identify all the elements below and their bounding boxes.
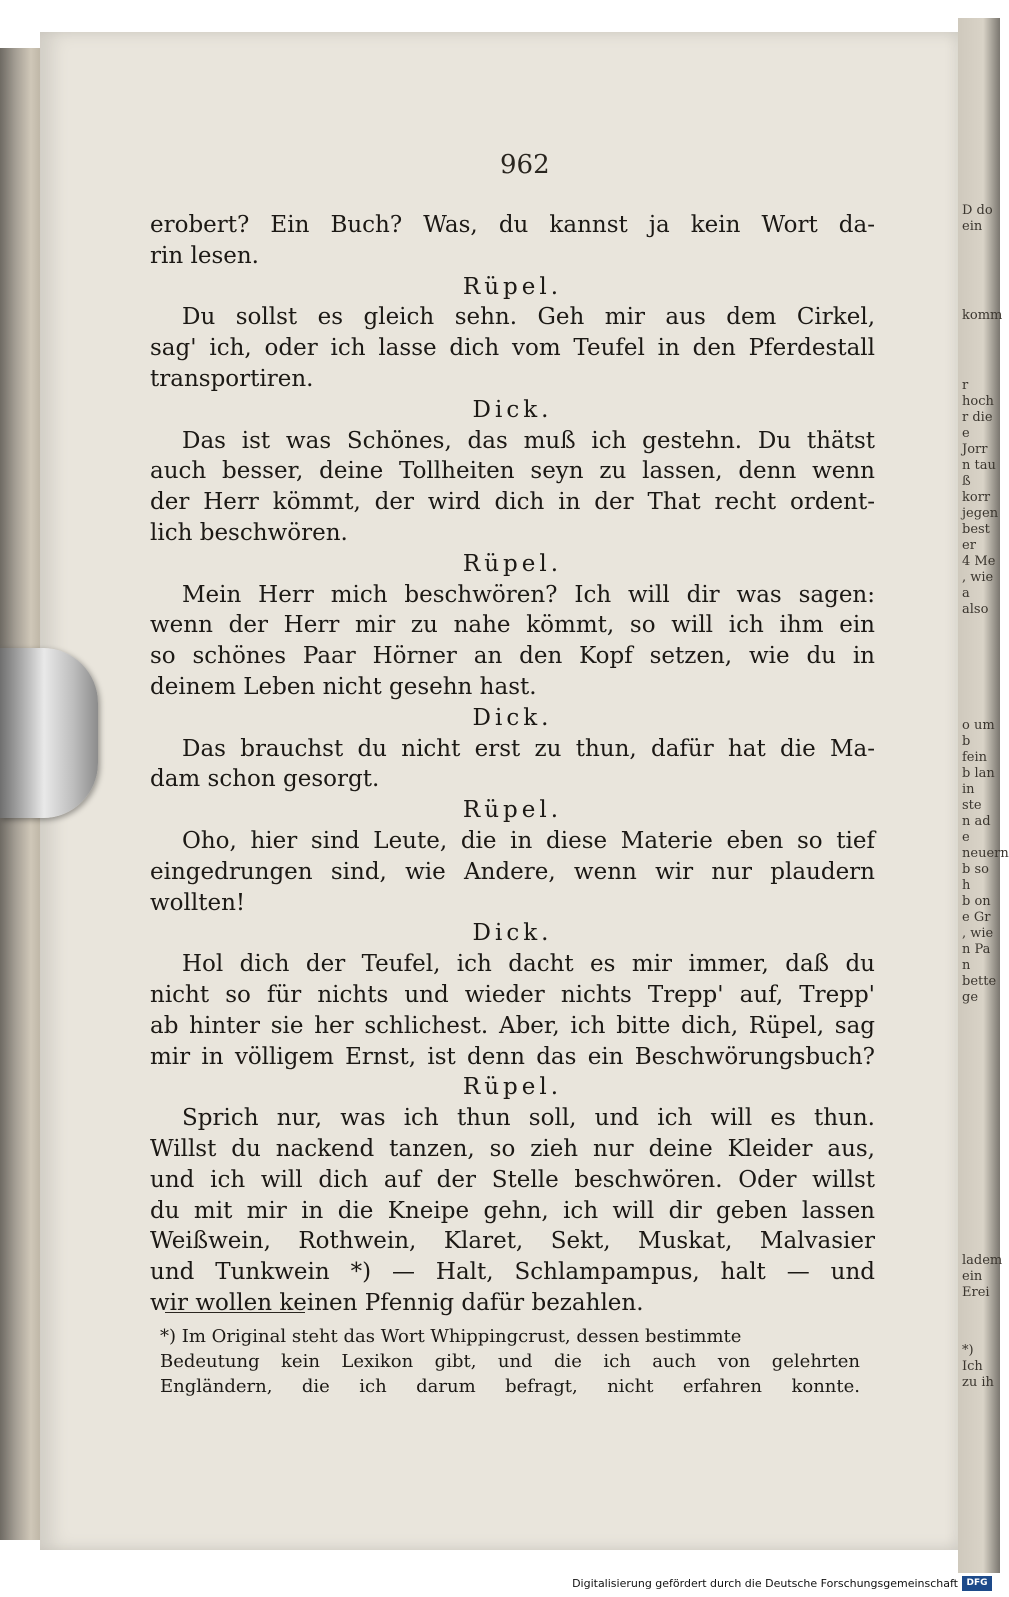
page-number: 962 xyxy=(500,150,550,180)
text-line: so schönes Paar Hörner an den Kopf setzen, wie du in xyxy=(150,643,875,670)
text-line: ab hinter sie her schlichest. Aber, ich bitte dich, Rüpel, sag xyxy=(150,1012,875,1039)
text-line: wollten! xyxy=(150,889,246,916)
facing-page-fragment: o um b fein b lan in ste n ad e neuern b so h b on e Gr , wie n Pa n bette ge xyxy=(962,718,1009,1005)
footnote-line: Engländern, die ich darum befragt, nicht erfahren konnte. xyxy=(160,1376,860,1397)
speaker-name: Rüpel. xyxy=(462,550,563,577)
speaker-name: Rüpel. xyxy=(462,273,563,300)
text-line: eingedrungen sind, wie Andere, wenn wir nur plaudern xyxy=(150,858,875,885)
speaker-name: Dick. xyxy=(472,396,553,423)
text-line: mir in völligem Ernst, ist denn das ein Beschwörungsbuch? xyxy=(150,1043,875,1070)
text-line: auch besser, deine Tollheiten seyn zu lassen, denn wenn xyxy=(150,458,875,485)
speaker-name: Dick. xyxy=(472,920,553,947)
text-line: transportiren. xyxy=(150,365,314,392)
credit-bar xyxy=(0,1573,1000,1597)
speaker-name: Rüpel. xyxy=(462,1074,563,1101)
text-line: lich beschwören. xyxy=(150,519,348,546)
funding-credit: Digitalisierung gefördert durch die Deutsche Forschungsgemeinschaft xyxy=(572,1577,958,1590)
text-line: deinem Leben nicht gesehn hast. xyxy=(150,673,537,700)
text-line: Willst du nackend tanzen, so zieh nur deine Kleider aus, xyxy=(150,1135,875,1162)
text-line: Hol dich der Teufel, ich dacht es mir immer, daß du xyxy=(182,951,875,978)
dfg-logo: DFG xyxy=(962,1576,992,1591)
text-line: Sprich nur, was ich thun soll, und ich will es thun. xyxy=(182,1105,875,1132)
text-line: sag' ich, oder ich lasse dich vom Teufel in den Pferdestall xyxy=(150,335,875,362)
page-clip xyxy=(0,648,98,818)
text-line: du mit mir in die Kneipe gehn, ich will dir geben lassen xyxy=(150,1197,875,1224)
text-line: Das ist was Schönes, das muß ich gestehn. Du thätst xyxy=(182,427,875,454)
footnote-line: *) Im Original steht das Wort Whippingcrust, dessen bestimmte xyxy=(160,1326,742,1347)
facing-page-fragment: *) Ich zu ih xyxy=(962,1343,994,1390)
text-line: Weißwein, Rothwein, Klaret, Sekt, Muskat, Malvasier xyxy=(150,1228,875,1255)
facing-page-fragment: komm xyxy=(962,308,1003,323)
footnote xyxy=(160,1324,860,1399)
text-line: Oho, hier sind Leute, die in diese Materie eben so tief xyxy=(182,827,875,854)
facing-page-fragment: r hoch r die e Jorr n tau ß korr jegen best er 4 Me , wie a also xyxy=(962,378,999,617)
facing-page-fragment: D do ein xyxy=(962,203,993,234)
text-line: rin lesen. xyxy=(150,242,259,269)
text-line: und ich will dich auf der Stelle beschwören. Oder willst xyxy=(150,1166,875,1193)
text-line: erobert? Ein Buch? Was, du kannst ja kein Wort da- xyxy=(150,212,875,238)
text-line: nicht so für nichts und wieder nichts Trepp' auf, Trepp' xyxy=(150,981,875,1008)
text-line: Das brauchst du nicht erst zu thun, dafür hat die Ma- xyxy=(182,735,875,762)
speaker-name: Dick. xyxy=(472,704,553,731)
text-line: wenn der Herr mir zu nahe kömmt, so will ich ihm ein xyxy=(150,612,875,639)
footnote-rule xyxy=(165,1312,305,1313)
text-line: Du sollst es gleich sehn. Geh mir aus dem Cirkel, xyxy=(182,304,875,331)
page-text xyxy=(150,210,875,1319)
facing-page-fragment: ladem ein Erei xyxy=(962,1253,1003,1300)
text-line: und Tunkwein *) — Halt, Schlampampus, halt — und xyxy=(150,1259,875,1286)
text-line: der Herr kömmt, der wird dich in der That recht ordent- xyxy=(150,489,875,516)
footnote-line: Bedeutung kein Lexikon gibt, und die ich auch von gelehrten xyxy=(160,1351,860,1372)
facing-page-edge xyxy=(958,18,1009,1573)
text-line: wir wollen keinen Pfennig dafür bezahlen. xyxy=(150,1289,644,1316)
text-line: Mein Herr mich beschwören? Ich will dir was sagen: xyxy=(182,581,875,608)
speaker-name: Rüpel. xyxy=(462,797,563,824)
text-line: dam schon gesorgt. xyxy=(150,766,380,793)
